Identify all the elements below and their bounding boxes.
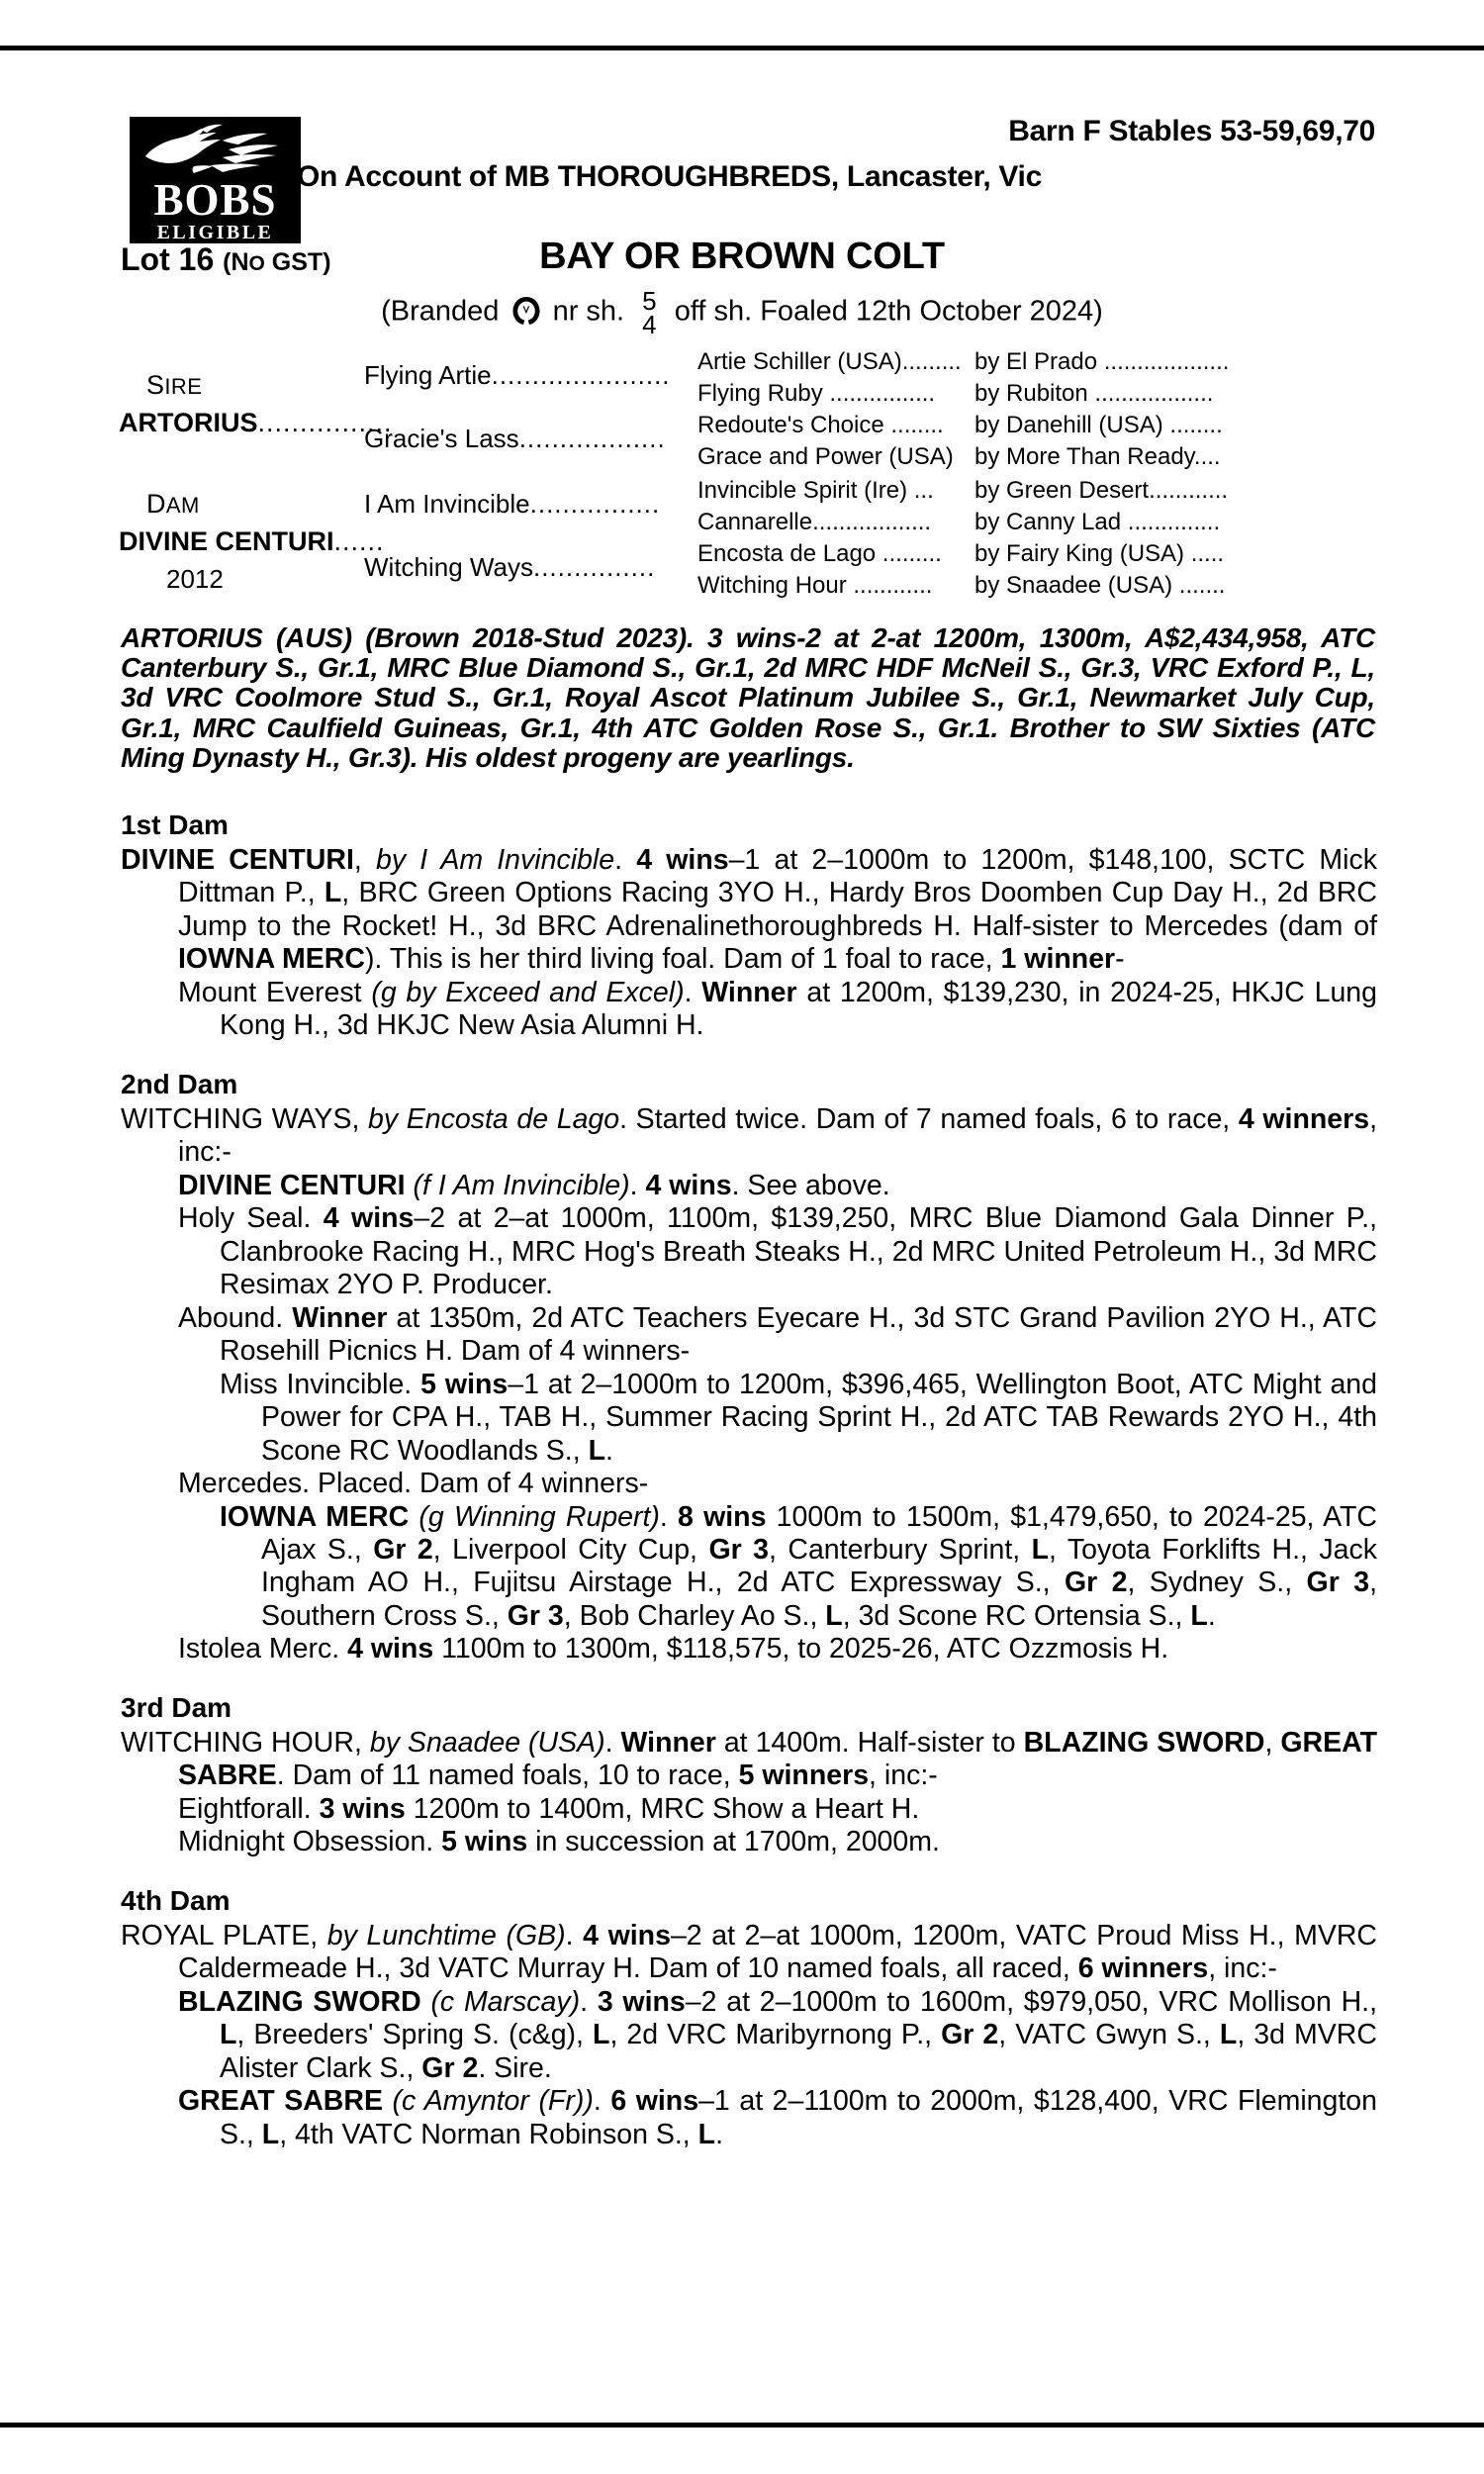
- dam-year: 2012: [166, 564, 224, 594]
- gst-note: (NO GST): [223, 248, 331, 276]
- entry-text-run: 1100m to 1300m, $118,575, to 2025-26, ATC Ozzmosis H.: [433, 1633, 1169, 1665]
- entry-text-run: L: [1031, 1533, 1050, 1566]
- vendor-account-line: On Account of MB THOROUGHBREDS, Lancaster, Vic: [297, 160, 1042, 193]
- pedigree-entry: [121, 1103, 1377, 1170]
- entry-text-run: -: [1115, 943, 1125, 976]
- entry-text-run: Abound.: [178, 1301, 293, 1334]
- entry-text-run: L: [1219, 2019, 1238, 2051]
- entry-text-run: (g Winning Rupert): [418, 1500, 660, 1533]
- pedigree-entry: [121, 1986, 1377, 2085]
- pedigree-gp-row: Flying Ruby ................ by Rubiton ..................: [697, 380, 1214, 407]
- entry-text-run: 4 wins: [645, 1169, 732, 1201]
- entry-text-run: .: [684, 976, 702, 1008]
- pedigree-gp-row: Grace and Power (USA) by More Than Ready....: [697, 443, 1221, 470]
- entry-text-run: (f I Am Invincible): [413, 1169, 630, 1201]
- pedigree-entry: [121, 844, 1377, 977]
- entry-text-run: 3 wins: [319, 1792, 406, 1825]
- pedigree-gp-row: Witching Hour ............ by Snaadee (USA) .......: [697, 572, 1226, 599]
- entry-text-run: . Sire.: [478, 2051, 552, 2084]
- entry-text-run: BLAZING SWORD: [178, 1985, 431, 2018]
- entry-text-run: at 1200m, $139,230, in 2024-25, HKJC Lung Kong H., 3d HKJC New Asia Alumni H.: [220, 976, 1377, 1042]
- pedigree-entry: [121, 1727, 1377, 1793]
- dam-sire: I Am Invincible................: [364, 489, 661, 519]
- entry-text-run: , Sydney S.,: [1127, 1567, 1307, 1599]
- pedigree-grandparents-column: [364, 348, 671, 616]
- entry-text-run: –2 at 2–1000m to 1600m, $979,050, VRC Mollison H.,: [685, 1985, 1377, 2018]
- lot-number: Lot 16: [121, 241, 215, 277]
- entry-text-run: , 2d VRC Maribyrnong P.,: [609, 2019, 942, 2051]
- entry-text-run: Gr 2: [1064, 1567, 1128, 1599]
- entry-text-run: 4 winners: [1238, 1102, 1370, 1135]
- pedigree-entry: [121, 2085, 1377, 2151]
- entry-text-run: , inc:-: [1208, 1952, 1277, 1985]
- entry-text-run: ,: [353, 843, 376, 876]
- entry-text-run: WITCHING HOUR,: [121, 1726, 370, 1759]
- entry-text-run: by Lunchtime (GB): [326, 1919, 566, 1951]
- entry-text-run: 1200m to 1400m, MRC Show a Heart H.: [405, 1792, 920, 1825]
- entry-text-run: Mount Everest: [178, 976, 372, 1008]
- entry-text-run: , Canterbury Sprint,: [769, 1533, 1032, 1566]
- entry-text-run: , BRC Green Options Racing 3YO H., Hardy Bros Doomben Cup Day H., 2d BRC Jump to the Rocket! H., 3d BRC Adrenalinethoroughbreds H. Half-sister to Mercedes (dam of: [178, 877, 1377, 942]
- entry-text-run: Eightforall.: [178, 1792, 320, 1825]
- entry-text-run: DIVINE CENTURI: [121, 843, 354, 876]
- pedigree-great-grandparents-column: [697, 348, 1380, 616]
- sire-sire: Flying Artie......................: [364, 360, 671, 390]
- entry-text-run: WITCHING WAYS,: [121, 1102, 369, 1135]
- entry-text-run: . Dam of 11 named foals, 10 to race,: [276, 1760, 739, 1792]
- bobs-eligible-subtext: ELIGIBLE: [156, 222, 274, 243]
- entry-text-run: –1 at 2–1000m to 1200m, $396,465, Wellington Boot, ATC Might and Power for CPA H., TAB H., Summer Racing Sprint H., 2d ATC TAB Rewards 2YO H., 4th Scone RC Woodlands S.,: [261, 1368, 1377, 1467]
- pedigree-gp-row: Invincible Spirit (Ire) ... by Green Desert............: [697, 477, 1229, 504]
- entry-text-run: at 1350m, 2d ATC Teachers Eyecare H., 3d STC Grand Pavilion 2YO H., ATC Rosehill Picnics H. Dam of 4 winners-: [220, 1301, 1377, 1368]
- pedigree-entry: [121, 1468, 1377, 1500]
- entry-text-run: 6 wins: [610, 2085, 699, 2118]
- entry-text-run: GREAT SABRE: [178, 2085, 393, 2118]
- section-spacer: [121, 1043, 1377, 1069]
- entry-text-run: 4 wins: [636, 843, 729, 876]
- entry-text-run: , 4th VATC Norman Robinson S.,: [279, 2118, 698, 2150]
- entry-text-run: , Bob Charley Ao S.,: [563, 1599, 826, 1632]
- entry-text-run: 5 wins: [441, 1826, 528, 1858]
- entry-text-run: (c Marscay): [430, 1985, 581, 2018]
- entry-text-run: L: [593, 2019, 610, 2051]
- pedigree-table: [119, 348, 1375, 616]
- entry-text-run: by Snaadee (USA): [369, 1726, 605, 1759]
- pedigree-entry: [121, 1202, 1377, 1301]
- entry-text-run: .: [659, 1500, 679, 1533]
- pedigree-entry: [121, 1369, 1377, 1468]
- entry-text-run: L: [825, 1599, 843, 1632]
- entry-text-run: Gr 2: [941, 2019, 999, 2051]
- bobs-eligible-logo: [130, 117, 301, 243]
- brand-near-side: nr sh.: [552, 295, 625, 328]
- entry-text-run: 1000m to 1500m, $1,479,650, to 2024-25, ATC Ajax S.,: [261, 1500, 1377, 1566]
- entry-text-run: in succession at 1700m, 2000m.: [527, 1826, 940, 1858]
- entry-text-run: ROYAL PLATE,: [121, 1919, 327, 1951]
- entry-text-run: 3 wins: [597, 1985, 686, 2018]
- brand-number-top: 5: [642, 286, 657, 316]
- entry-text-run: Winner: [701, 976, 797, 1008]
- horseshoe-brand-icon: [511, 296, 541, 326]
- entry-text-run: .: [629, 1169, 646, 1201]
- entry-text-run: IOWNA MERC: [178, 943, 365, 976]
- pedigree-entry: [121, 1826, 1377, 1858]
- pedigree-entry: [121, 1920, 1377, 1986]
- pedigree-entry: [121, 1501, 1377, 1634]
- entry-text-run: . See above.: [731, 1169, 890, 1201]
- barn-stables-line: Barn F Stables 53-59,69,70: [1008, 115, 1375, 147]
- brand-prefix: (Branded: [381, 295, 500, 328]
- bobs-wordmark: BOBS: [153, 175, 277, 225]
- entry-text-run: 6 winners: [1077, 1952, 1209, 1985]
- dam-dam: Witching Ways...............: [364, 552, 656, 582]
- entry-text-run: –1 at 2–1000m to 1200m, $148,100, SCTC Mick Dittman P.,: [178, 843, 1377, 909]
- entry-text-run: Winner: [620, 1726, 716, 1759]
- entry-text-run: GREAT SABRE: [178, 1726, 1378, 1792]
- brand-number-bottom: 4: [642, 309, 657, 339]
- entry-text-run: Gr 3: [507, 1599, 564, 1632]
- entry-text-run: L: [261, 2118, 280, 2150]
- entry-text-run: L: [697, 2118, 716, 2150]
- entry-text-run: BLAZING SWORD: [1023, 1726, 1265, 1759]
- pedigree-entry: [121, 977, 1377, 1043]
- brand-suffix: off sh. Foaled 12th October 2024): [674, 295, 1103, 328]
- page-bottom-rule: [0, 2423, 1484, 2427]
- entry-text-run: 4 wins: [347, 1633, 434, 1665]
- entry-text-run: .: [604, 1726, 621, 1759]
- entry-text-run: .: [565, 1919, 584, 1951]
- entry-text-run: .: [715, 2118, 723, 2150]
- entry-text-run: , inc:-: [869, 1760, 938, 1792]
- entry-text-run: L: [1190, 1599, 1208, 1632]
- entry-text-run: ). This is her third living foal. Dam of 1 foal to race,: [364, 943, 1001, 976]
- entry-text-run: 4 wins: [323, 1202, 415, 1235]
- entry-text-run: –2 at 2–at 1000m, 1200m, VATC Proud Miss H., MVRC Caldermeade H., 3d VATC Murray H. Dam of 10 named foals, all raced,: [178, 1919, 1377, 1985]
- colour-and-sex: BAY OR BROWN COLT: [539, 236, 945, 277]
- dam-heading: 3rd Dam: [121, 1691, 232, 1723]
- entry-text-run: 4 wins: [583, 1919, 671, 1951]
- dam-sections: [121, 809, 1377, 2151]
- dam-label: DAM: [146, 489, 200, 519]
- entry-text-run: by Encosta de Lago: [368, 1102, 620, 1135]
- pedigree-entry: [121, 1302, 1377, 1369]
- horse-head-icon: [138, 123, 293, 180]
- entry-text-run: by I Am Invincible: [375, 843, 615, 876]
- pedigree-parents-column: [119, 348, 393, 616]
- entry-text-run: Miss Invincible.: [220, 1368, 421, 1400]
- pedigree-gp-row: Encosta de Lago ......... by Fairy King (USA) .....: [697, 540, 1225, 567]
- entry-text-run: .: [1207, 1599, 1216, 1632]
- section-spacer: [121, 1666, 1377, 1692]
- entry-text-run: , Liverpool City Cup,: [432, 1533, 709, 1566]
- pedigree-entry: [121, 1170, 1377, 1202]
- dam-heading: 2nd Dam: [121, 1068, 238, 1099]
- entry-text-run: , VATC Gwyn S.,: [998, 2019, 1220, 2051]
- entry-text-run: (g by Exceed and Excel): [371, 976, 685, 1008]
- entry-text-run: –1 at 2–1100m to 2000m, $128,400, VRC Flemington S.,: [220, 2085, 1377, 2150]
- entry-text-run: 5 winners: [738, 1760, 870, 1792]
- entry-text-run: Gr 2: [421, 2051, 479, 2084]
- entry-text-run: 8 wins: [678, 1500, 767, 1533]
- dam-name: DIVINE CENTURI......: [119, 526, 385, 556]
- pedigree-entry: [121, 1793, 1377, 1826]
- entry-text-run: , Toyota Forklifts H., Jack Ingham AO H., Fujitsu Airstage H., 2d ATC Expressway S.,: [261, 1533, 1377, 1599]
- entry-text-run: , Southern Cross S.,: [261, 1567, 1377, 1632]
- dam-heading: 1st Dam: [121, 809, 229, 840]
- entry-text-run: , inc:-: [178, 1102, 1377, 1169]
- entry-text-run: 1 winner: [1000, 943, 1116, 976]
- pedigree-gp-row: Redoute's Choice ........ by Danehill (USA) ........: [697, 412, 1223, 438]
- entry-text-run: Mercedes. Placed. Dam of 4 winners-: [178, 1468, 649, 1500]
- entry-text-run: 5 wins: [420, 1368, 509, 1400]
- pedigree-entry: [121, 1633, 1377, 1665]
- entry-text-run: , 3d Scone RC Ortensia S.,: [842, 1599, 1191, 1632]
- entry-text-run: –2 at 2–at 1000m, 1100m, $139,250, MRC Blue Diamond Gala Dinner P., Clanbrooke Racing H., MRC Hog's Breath Steaks H., 2d MRC United Petroleum H., 3d MRC Resimax 2YO P. Producer.: [220, 1202, 1377, 1301]
- entry-text-run: .: [593, 2085, 611, 2118]
- page-top-rule: [0, 46, 1484, 50]
- entry-text-run: at 1400m. Half-sister to: [715, 1726, 1024, 1759]
- entry-text-run: Midnight Obsession.: [178, 1826, 442, 1858]
- entry-text-run: . Started twice. Dam of 7 named foals, 6 to race,: [619, 1102, 1239, 1135]
- sire-black-type-paragraph: ARTORIUS (AUS) (Brown 2018-Stud 2023). 3 wins-2 at 2-at 1200m, 1300m, A$2,434,958, ATC Canterbury S., Gr.1, MRC Blue Diamond S., Gr.1, 2d MRC HDF McNeil S., Gr.3, VRC Exford P., L, 3d VRC Coolmore Stud S., Gr.1, Royal Ascot Platinum Jubilee S., Gr.1, Newmarket July Cup, Gr.1, MRC Caulfield Guineas, Gr.1, 4th ATC Golden Rose S., Gr.1. Brother to SW Sixties (ATC Ming Dynasty H., Gr.3). His oldest progeny are yearlings.: [121, 622, 1375, 773]
- entry-text-run: L: [324, 877, 342, 909]
- branding-line: [0, 286, 1484, 339]
- entry-text-run: Gr 3: [708, 1533, 769, 1566]
- sire-label: SIRE: [146, 370, 203, 400]
- sire-dam: Gracie's Lass..................: [364, 424, 666, 453]
- entry-text-run: ,: [1264, 1726, 1281, 1759]
- entry-text-run: L: [220, 2019, 237, 2051]
- entry-text-run: IOWNA MERC: [220, 1500, 419, 1533]
- pedigree-gp-row: Artie Schiller (USA)......... by El Prado ...................: [697, 348, 1230, 375]
- entry-text-run: DIVINE CENTURI: [178, 1169, 414, 1201]
- brand-number-stack: [642, 286, 657, 339]
- section-spacer: [121, 1859, 1377, 1885]
- entry-text-run: L: [588, 1434, 605, 1467]
- entry-text-run: (c Amyntor (Fr)): [392, 2085, 594, 2118]
- dam-heading: 4th Dam: [121, 1884, 231, 1916]
- entry-text-run: Holy Seal.: [178, 1202, 324, 1235]
- entry-text-run: Gr 2: [373, 1533, 433, 1566]
- entry-text-run: .: [580, 1985, 598, 2018]
- sire-name: ARTORIUS................: [119, 408, 393, 437]
- entry-text-run: .: [604, 1434, 613, 1467]
- entry-text-run: Gr 3: [1306, 1567, 1370, 1599]
- entry-text-run: , 3d MVRC Alister Clark S.,: [220, 2019, 1377, 2084]
- lot-title-row: [0, 236, 1484, 287]
- pedigree-gp-row: Cannarelle.................. by Canny Lad ..............: [697, 509, 1221, 535]
- entry-text-run: Winner: [292, 1301, 388, 1334]
- entry-text-run: .: [614, 843, 637, 876]
- entry-text-run: Istolea Merc.: [178, 1633, 348, 1665]
- entry-text-run: , Breeders' Spring S. (c&g),: [236, 2019, 594, 2051]
